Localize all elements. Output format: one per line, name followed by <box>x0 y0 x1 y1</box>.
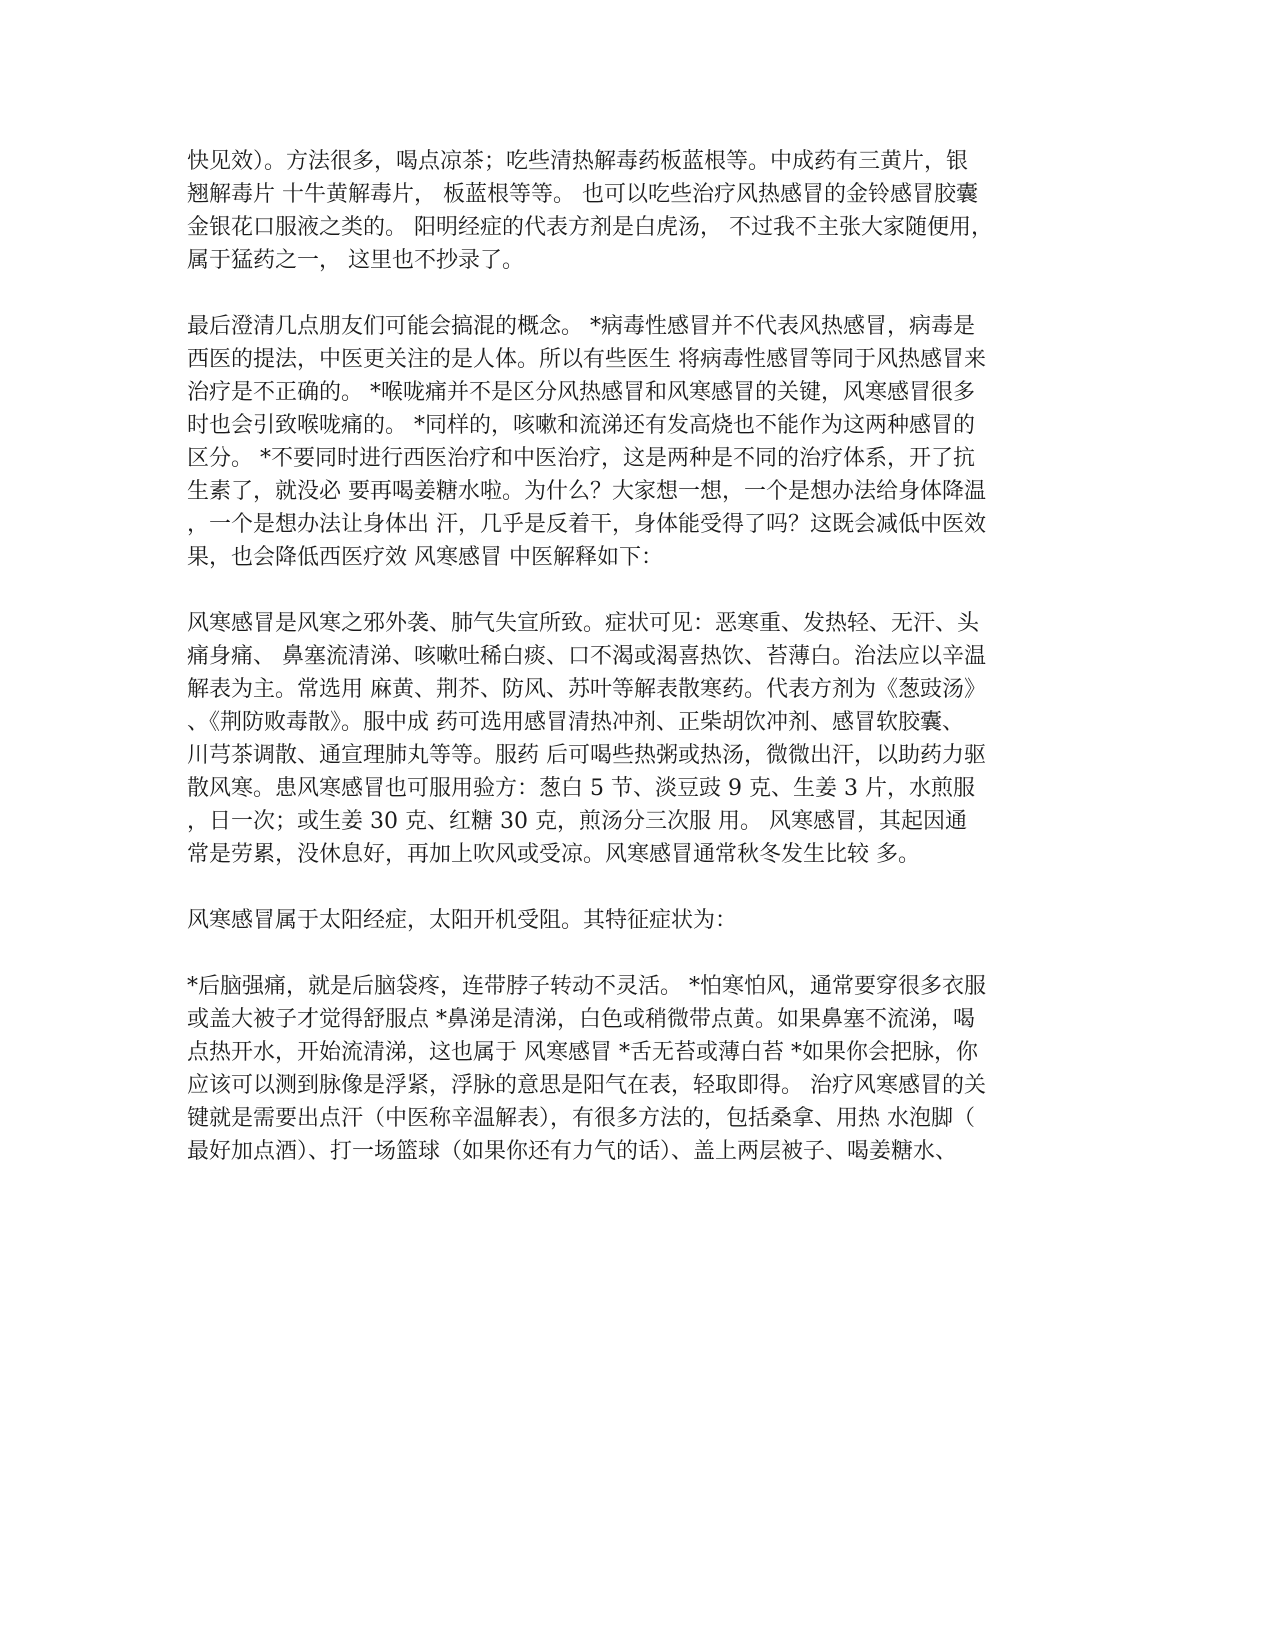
text-line: 治疗是不正确的。 *喉咙痛并不是区分风热感冒和风寒感冒的关键，风寒感冒很多 <box>187 380 975 405</box>
text-line: 点热开水，开始流清涕，这也属于 风寒感冒 *舌无苔或薄白苔 *如果你会把脉，你 <box>187 1040 978 1065</box>
text-line: 应该可以测到脉像是浮紧，浮脉的意思是阳气在表，轻取即得。 治疗风寒感冒的关 <box>187 1073 986 1098</box>
text-line: 风寒感冒属于太阳经症，太阳开机受阻。其特征症状为： <box>187 908 738 933</box>
text-line: 痛身痛、 鼻塞流清涕、咳嗽吐稀白痰、口不渴或渴喜热饮、苔薄白。治法应以辛温 <box>187 644 986 669</box>
text-line: 最好加点酒）、打一场篮球（如果你还有力气的话）、盖上两层被子、喝姜糖水、 <box>187 1139 958 1164</box>
text-line: 或盖大被子才觉得舒服点 *鼻涕是清涕，白色或稍微带点黄。如果鼻塞不流涕，喝 <box>187 1007 975 1032</box>
paragraph <box>187 145 1087 277</box>
text-line: 快见效）。方法很多，喝点凉茶；吃些清热解毒药板蓝根等。中成药有三黄片，银 <box>187 149 969 174</box>
text-line: 常是劳累，没休息好，再加上吹风或受凉。风寒感冒通常秋冬发生比较 多。 <box>187 842 920 867</box>
text-line: 区分。 *不要同时进行西医治疗和中医治疗，这是两种是不同的治疗体系，开了抗 <box>187 446 975 471</box>
text-line: ，日一次；或生姜 30 克、红糖 30 克，煎汤分三次服 用。 风寒感冒，其起因通 <box>187 809 967 834</box>
text-line: 时也会引致喉咙痛的。 *同样的，咳嗽和流涕还有发高烧也不能作为这两种感冒的 <box>187 413 975 438</box>
text-line: 属于猛药之一， 这里也不抄录了。 <box>187 248 524 273</box>
text-line: 散风寒。患风寒感冒也可服用验方：葱白 5 节、淡豆豉 9 克、生姜 3 片，水煎服 <box>187 776 975 801</box>
text-line: 果，也会降低西医疗效 风寒感冒 中医解释如下： <box>187 545 663 570</box>
text-line: 金银花口服液之类的。 阳明经症的代表方剂是白虎汤， 不过我不主张大家随便用， <box>187 215 993 240</box>
text-line: 解表为主。常选用 麻黄、荆芥、防风、苏叶等解表散寒药。代表方剂为《葱豉汤》 <box>187 677 986 702</box>
text-line: 风寒感冒是风寒之邪外袭、肺气失宣所致。症状可见：恶寒重、发热轻、无汗、头 <box>187 611 980 636</box>
paragraph <box>187 904 1087 937</box>
document-body <box>187 145 1087 1201</box>
paragraph <box>187 310 1087 574</box>
text-line: 、《荆防败毒散》。服中成 药可选用感冒清热冲剂、正柴胡饮冲剂、感冒软胶囊、 <box>187 710 964 735</box>
text-line: 键就是需要出点汗（中医称辛温解表），有很多方法的，包括桑拿、用热 水泡脚（ <box>187 1106 975 1131</box>
text-line: 最后澄清几点朋友们可能会搞混的概念。 *病毒性感冒并不代表风热感冒，病毒是 <box>187 314 975 339</box>
text-line: 翘解毒片 十牛黄解毒片， 板蓝根等等。 也可以吃些治疗风热感冒的金铃感冒胶囊 <box>187 182 978 207</box>
text-line: *后脑强痛，就是后脑袋疼，连带脖子转动不灵活。 *怕寒怕风，通常要穿很多衣服 <box>187 974 986 999</box>
text-line: ，一个是想办法让身体出 汗，几乎是反着干，身体能受得了吗？这既会减低中医效 <box>187 512 986 537</box>
paragraph <box>187 970 1087 1168</box>
text-line: 生素了，就没必 要再喝姜糖水啦。为什么？大家想一想，一个是想办法给身体降温 <box>187 479 986 504</box>
text-line: 川芎茶调散、通宣理肺丸等等。服药 后可喝些热粥或热汤，微微出汗，以助药力驱 <box>187 743 986 768</box>
paragraph <box>187 607 1087 871</box>
text-line: 西医的提法，中医更关注的是人体。所以有些医生 将病毒性感冒等同于风热感冒来 <box>187 347 986 372</box>
